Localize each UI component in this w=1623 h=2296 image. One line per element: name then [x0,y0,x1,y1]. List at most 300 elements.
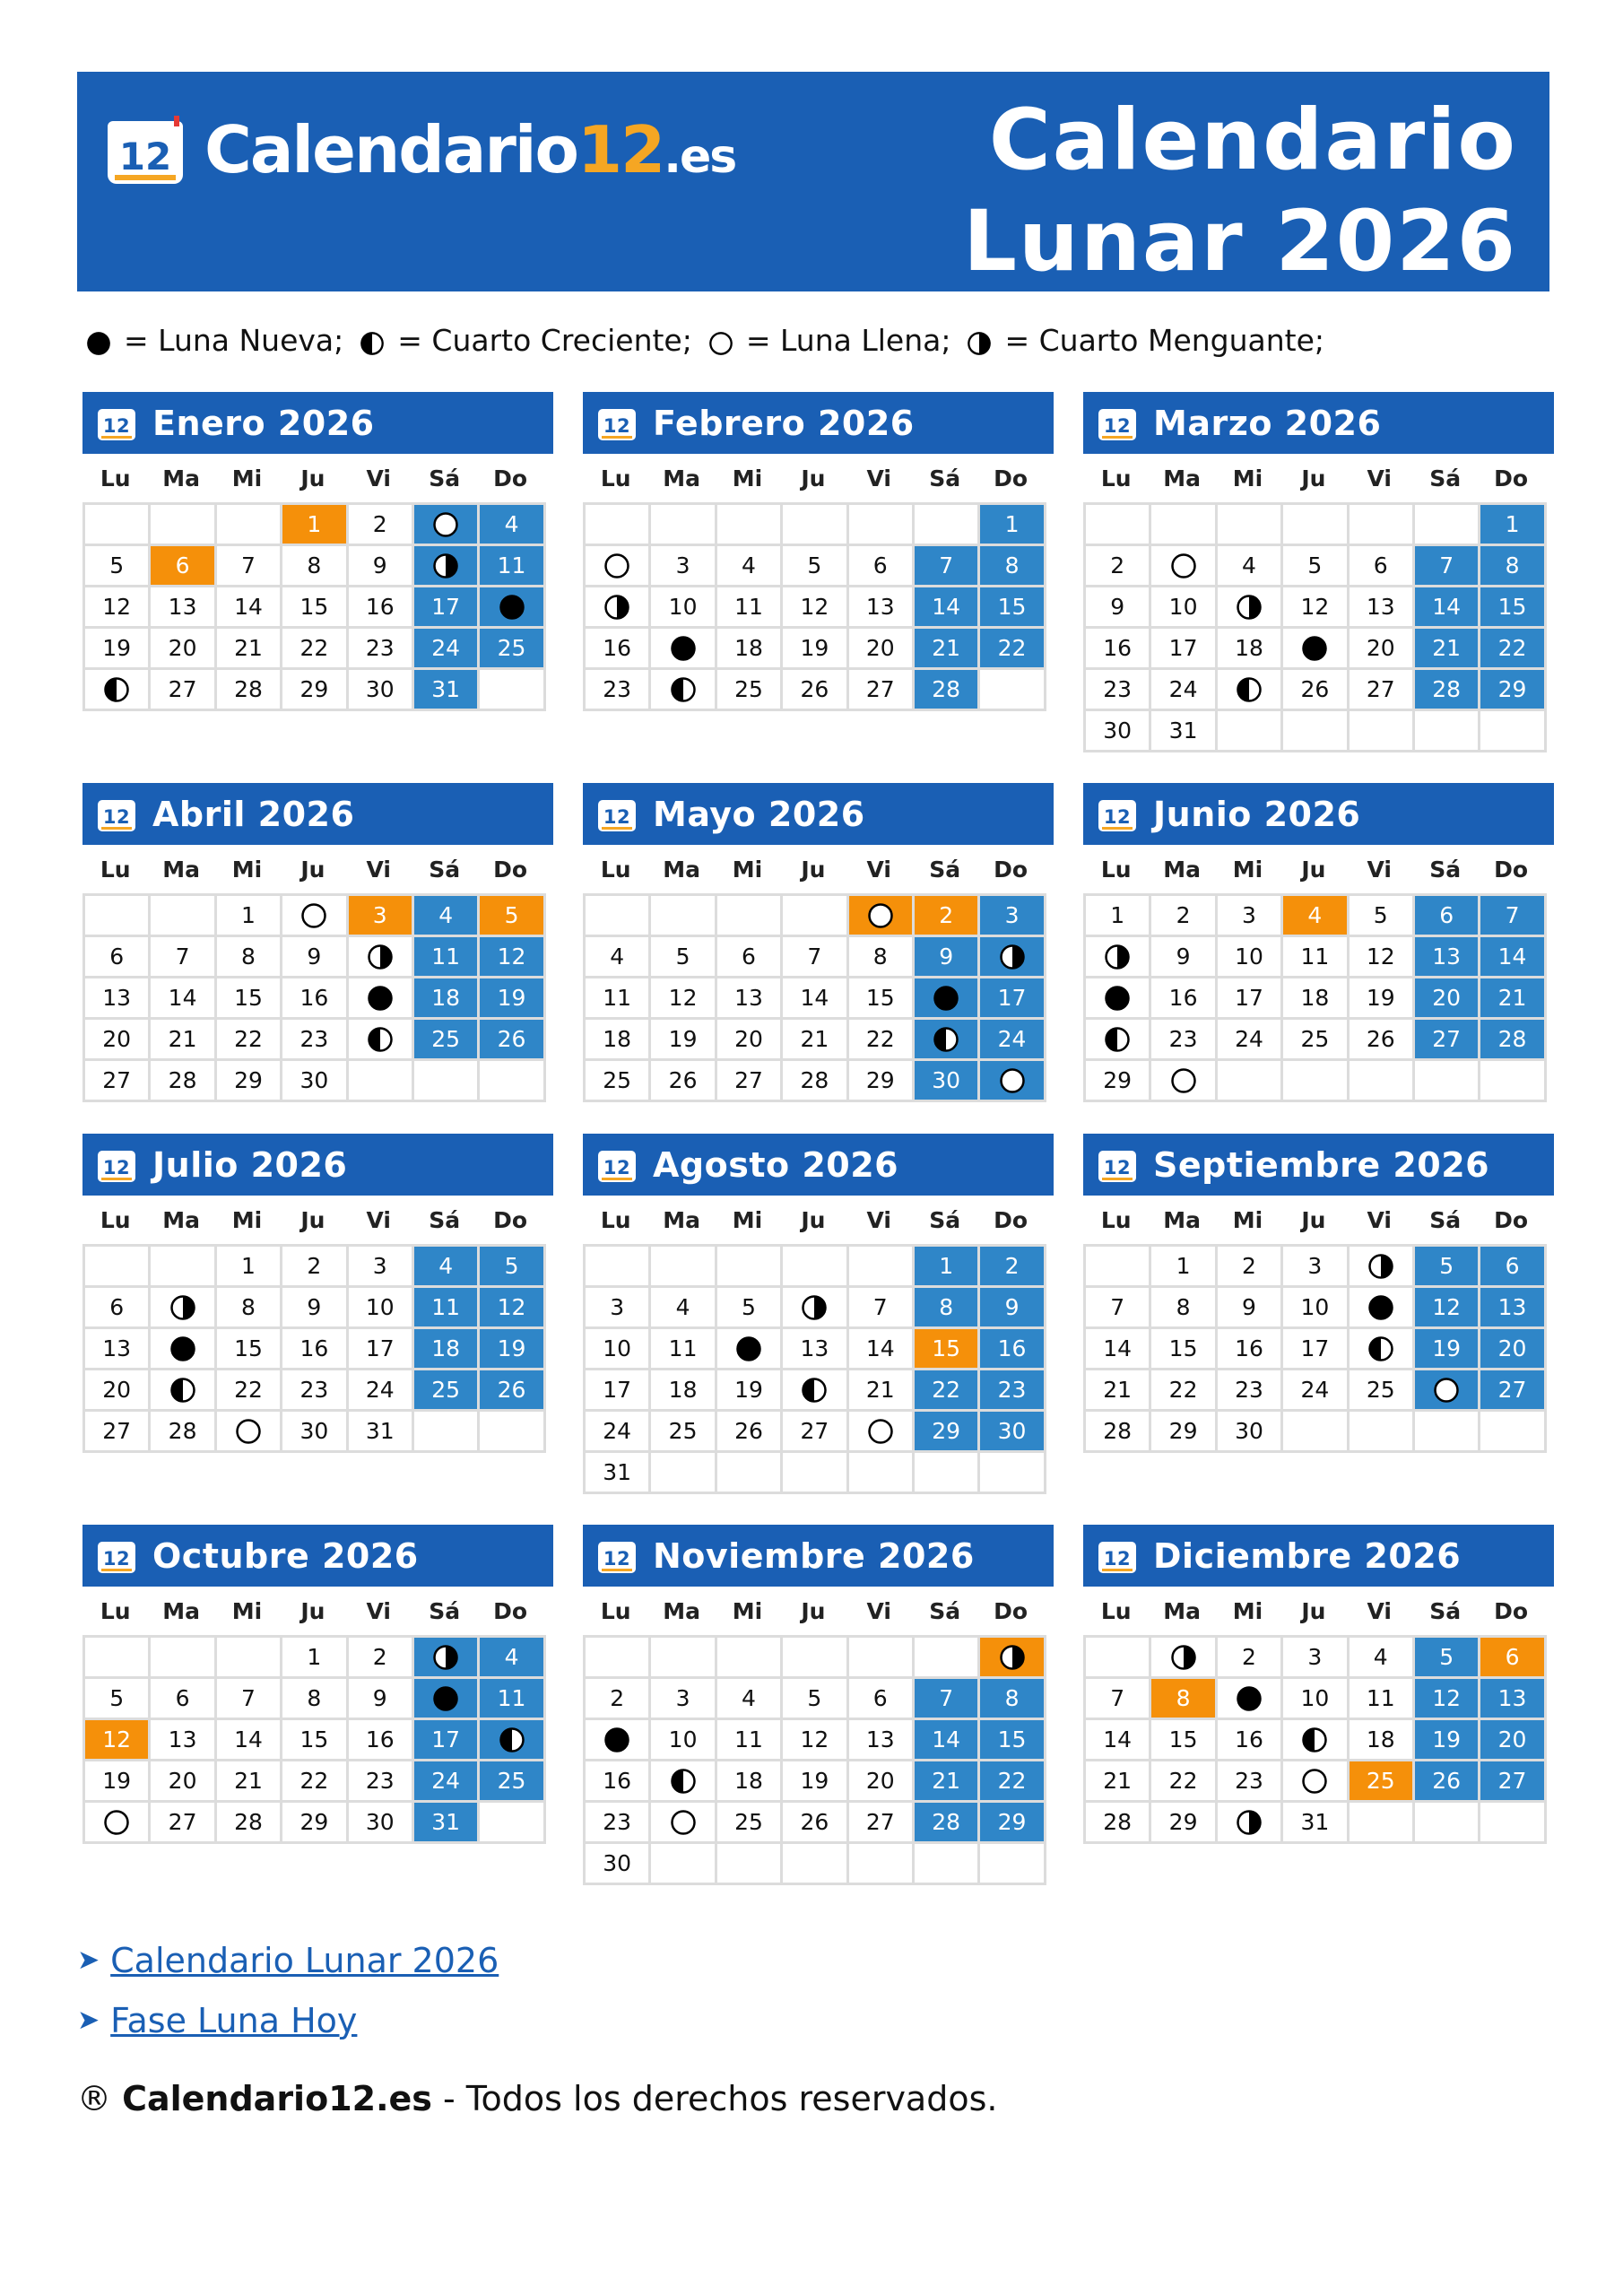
day-cell[interactable]: 23 [586,670,651,711]
day-cell[interactable]: 9 [980,1288,1046,1329]
day-cell[interactable]: 5 [783,546,848,587]
day-cell[interactable]: 15 [1151,1720,1217,1761]
day-cell[interactable] [414,546,480,587]
day-cell[interactable]: 2 [1086,546,1151,587]
day-cell[interactable]: 2 [1218,1247,1283,1288]
day-cell[interactable]: 11 [1350,1679,1415,1720]
day-cell[interactable]: 16 [586,1761,651,1803]
day-cell[interactable]: 4 [717,546,783,587]
related-link[interactable]: Calendario Lunar 2026 [110,1940,499,1980]
day-cell[interactable]: 22 [1151,1370,1217,1412]
day-cell[interactable]: 16 [282,978,348,1020]
day-cell[interactable]: 4 [414,896,480,937]
day-cell[interactable]: 9 [349,1679,414,1720]
day-cell[interactable]: 7 [217,1679,282,1720]
day-cell[interactable]: 18 [717,629,783,670]
day-cell[interactable]: 3 [349,1247,414,1288]
day-cell[interactable]: 23 [282,1370,348,1412]
day-cell[interactable]: 11 [717,587,783,629]
day-cell[interactable]: 2 [349,505,414,546]
day-cell[interactable]: 14 [849,1329,915,1370]
day-cell[interactable]: 16 [980,1329,1046,1370]
day-cell[interactable] [1151,1061,1217,1102]
day-cell[interactable]: 1 [915,1247,980,1288]
day-cell[interactable]: 21 [151,1020,216,1061]
day-cell[interactable]: 1 [1480,505,1546,546]
day-cell[interactable]: 10 [651,1720,716,1761]
day-cell[interactable]: 4 [1350,1638,1415,1679]
day-cell[interactable]: 8 [1151,1679,1217,1720]
day-cell[interactable]: 10 [586,1329,651,1370]
day-cell[interactable]: 20 [151,1761,216,1803]
day-cell[interactable]: 24 [586,1412,651,1453]
day-cell[interactable]: 17 [1218,978,1283,1020]
day-cell[interactable]: 27 [85,1412,151,1453]
day-cell[interactable]: 8 [915,1288,980,1329]
day-cell[interactable]: 12 [85,1720,151,1761]
day-cell[interactable] [783,1370,848,1412]
day-cell[interactable] [1218,1679,1283,1720]
day-cell[interactable]: 28 [1086,1412,1151,1453]
day-cell[interactable]: 12 [1415,1288,1480,1329]
day-cell[interactable]: 6 [1480,1247,1546,1288]
day-cell[interactable]: 18 [651,1370,716,1412]
day-cell[interactable]: 27 [85,1061,151,1102]
day-cell[interactable]: 4 [414,1247,480,1288]
day-cell[interactable]: 12 [1350,937,1415,978]
day-cell[interactable]: 29 [849,1061,915,1102]
day-cell[interactable]: 31 [414,1803,480,1844]
day-cell[interactable] [1086,978,1151,1020]
day-cell[interactable]: 15 [217,978,282,1020]
day-cell[interactable]: 5 [1350,896,1415,937]
day-cell[interactable]: 19 [783,1761,848,1803]
day-cell[interactable]: 4 [1283,896,1349,937]
day-cell[interactable]: 29 [1151,1803,1217,1844]
day-cell[interactable]: 15 [1151,1329,1217,1370]
day-cell[interactable]: 5 [651,937,716,978]
day-cell[interactable]: 2 [1151,896,1217,937]
day-cell[interactable]: 13 [1480,1679,1546,1720]
day-cell[interactable]: 14 [217,1720,282,1761]
day-cell[interactable]: 30 [349,1803,414,1844]
day-cell[interactable]: 19 [717,1370,783,1412]
day-cell[interactable]: 18 [586,1020,651,1061]
day-cell[interactable]: 10 [1283,1288,1349,1329]
day-cell[interactable]: 16 [1086,629,1151,670]
day-cell[interactable]: 30 [1086,711,1151,752]
day-cell[interactable]: 23 [980,1370,1046,1412]
day-cell[interactable]: 27 [783,1412,848,1453]
day-cell[interactable]: 14 [1086,1720,1151,1761]
day-cell[interactable]: 16 [349,587,414,629]
day-cell[interactable]: 20 [849,1761,915,1803]
day-cell[interactable]: 5 [717,1288,783,1329]
day-cell[interactable]: 7 [915,1679,980,1720]
day-cell[interactable]: 8 [980,546,1046,587]
day-cell[interactable]: 5 [1415,1247,1480,1288]
day-cell[interactable]: 31 [586,1453,651,1494]
day-cell[interactable]: 9 [1218,1288,1283,1329]
day-cell[interactable]: 12 [85,587,151,629]
day-cell[interactable]: 18 [1218,629,1283,670]
day-cell[interactable] [85,670,151,711]
day-cell[interactable]: 7 [1480,896,1546,937]
day-cell[interactable]: 22 [849,1020,915,1061]
day-cell[interactable]: 3 [980,896,1046,937]
day-cell[interactable]: 25 [1350,1761,1415,1803]
day-cell[interactable]: 22 [217,1370,282,1412]
day-cell[interactable]: 30 [915,1061,980,1102]
day-cell[interactable]: 20 [1415,978,1480,1020]
day-cell[interactable] [1283,629,1349,670]
day-cell[interactable]: 12 [783,1720,848,1761]
day-cell[interactable]: 27 [1480,1761,1546,1803]
day-cell[interactable]: 18 [1283,978,1349,1020]
day-cell[interactable]: 5 [480,1247,545,1288]
day-cell[interactable]: 26 [717,1412,783,1453]
day-cell[interactable]: 21 [1480,978,1546,1020]
day-cell[interactable] [980,1638,1046,1679]
day-cell[interactable]: 11 [480,546,545,587]
day-cell[interactable]: 9 [1151,937,1217,978]
day-cell[interactable]: 6 [717,937,783,978]
day-cell[interactable]: 22 [282,1761,348,1803]
day-cell[interactable]: 29 [282,670,348,711]
day-cell[interactable]: 29 [980,1803,1046,1844]
day-cell[interactable]: 24 [414,1761,480,1803]
day-cell[interactable]: 21 [783,1020,848,1061]
day-cell[interactable]: 1 [282,505,348,546]
day-cell[interactable] [980,937,1046,978]
day-cell[interactable]: 18 [414,1329,480,1370]
day-cell[interactable]: 21 [217,1761,282,1803]
day-cell[interactable]: 7 [1086,1288,1151,1329]
day-cell[interactable]: 19 [480,1329,545,1370]
day-cell[interactable]: 28 [217,1803,282,1844]
day-cell[interactable]: 7 [849,1288,915,1329]
day-cell[interactable]: 16 [1151,978,1217,1020]
day-cell[interactable]: 27 [151,1803,216,1844]
day-cell[interactable]: 26 [480,1370,545,1412]
day-cell[interactable]: 20 [1480,1720,1546,1761]
day-cell[interactable]: 23 [1218,1370,1283,1412]
day-cell[interactable]: 24 [1283,1370,1349,1412]
day-cell[interactable]: 8 [1480,546,1546,587]
day-cell[interactable]: 24 [1218,1020,1283,1061]
day-cell[interactable]: 1 [282,1638,348,1679]
day-cell[interactable] [1350,1288,1415,1329]
day-cell[interactable]: 13 [783,1329,848,1370]
day-cell[interactable]: 6 [1415,896,1480,937]
day-cell[interactable]: 20 [1480,1329,1546,1370]
day-cell[interactable]: 17 [414,587,480,629]
day-cell[interactable]: 31 [414,670,480,711]
day-cell[interactable]: 8 [282,546,348,587]
day-cell[interactable]: 15 [915,1329,980,1370]
day-cell[interactable]: 9 [1086,587,1151,629]
day-cell[interactable]: 8 [217,937,282,978]
day-cell[interactable]: 2 [349,1638,414,1679]
day-cell[interactable] [1218,1803,1283,1844]
day-cell[interactable]: 2 [980,1247,1046,1288]
day-cell[interactable]: 30 [349,670,414,711]
day-cell[interactable]: 21 [849,1370,915,1412]
day-cell[interactable]: 16 [349,1720,414,1761]
day-cell[interactable]: 9 [282,937,348,978]
day-cell[interactable]: 22 [1151,1761,1217,1803]
day-cell[interactable]: 27 [1350,670,1415,711]
day-cell[interactable]: 9 [282,1288,348,1329]
day-cell[interactable] [414,1638,480,1679]
day-cell[interactable]: 30 [282,1061,348,1102]
day-cell[interactable] [849,1412,915,1453]
day-cell[interactable]: 1 [217,1247,282,1288]
day-cell[interactable]: 4 [717,1679,783,1720]
day-cell[interactable]: 25 [651,1412,716,1453]
day-cell[interactable]: 19 [651,1020,716,1061]
day-cell[interactable]: 26 [783,1803,848,1844]
day-cell[interactable]: 23 [1151,1020,1217,1061]
day-cell[interactable]: 27 [717,1061,783,1102]
day-cell[interactable]: 2 [282,1247,348,1288]
day-cell[interactable]: 29 [217,1061,282,1102]
day-cell[interactable]: 27 [849,1803,915,1844]
day-cell[interactable] [915,978,980,1020]
day-cell[interactable]: 10 [1218,937,1283,978]
day-cell[interactable]: 3 [586,1288,651,1329]
day-cell[interactable]: 17 [1283,1329,1349,1370]
day-cell[interactable]: 11 [480,1679,545,1720]
day-cell[interactable]: 12 [1283,587,1349,629]
day-cell[interactable]: 27 [151,670,216,711]
day-cell[interactable]: 3 [1218,896,1283,937]
day-cell[interactable]: 6 [1350,546,1415,587]
day-cell[interactable]: 20 [717,1020,783,1061]
day-cell[interactable]: 5 [1415,1638,1480,1679]
day-cell[interactable]: 23 [1086,670,1151,711]
day-cell[interactable]: 5 [85,546,151,587]
day-cell[interactable]: 3 [651,1679,716,1720]
day-cell[interactable]: 6 [849,1679,915,1720]
day-cell[interactable]: 5 [1283,546,1349,587]
day-cell[interactable] [1218,670,1283,711]
day-cell[interactable]: 3 [1283,1247,1349,1288]
day-cell[interactable]: 25 [717,1803,783,1844]
day-cell[interactable]: 25 [717,670,783,711]
day-cell[interactable]: 9 [349,546,414,587]
day-cell[interactable]: 29 [1086,1061,1151,1102]
day-cell[interactable]: 19 [1415,1720,1480,1761]
day-cell[interactable]: 28 [1480,1020,1546,1061]
day-cell[interactable] [282,896,348,937]
day-cell[interactable]: 24 [1151,670,1217,711]
day-cell[interactable]: 15 [282,587,348,629]
day-cell[interactable]: 4 [586,937,651,978]
day-cell[interactable] [1415,1370,1480,1412]
day-cell[interactable]: 22 [915,1370,980,1412]
day-cell[interactable]: 17 [1151,629,1217,670]
day-cell[interactable]: 24 [414,629,480,670]
day-cell[interactable]: 1 [1151,1247,1217,1288]
day-cell[interactable]: 10 [1151,587,1217,629]
day-cell[interactable]: 10 [651,587,716,629]
day-cell[interactable]: 17 [414,1720,480,1761]
day-cell[interactable]: 15 [849,978,915,1020]
day-cell[interactable]: 26 [651,1061,716,1102]
day-cell[interactable] [349,1020,414,1061]
day-cell[interactable]: 20 [1350,629,1415,670]
day-cell[interactable] [480,1720,545,1761]
day-cell[interactable]: 15 [980,1720,1046,1761]
day-cell[interactable]: 2 [915,896,980,937]
day-cell[interactable]: 25 [1350,1370,1415,1412]
day-cell[interactable]: 25 [1283,1020,1349,1061]
day-cell[interactable]: 12 [480,937,545,978]
day-cell[interactable]: 2 [1218,1638,1283,1679]
day-cell[interactable] [1151,546,1217,587]
day-cell[interactable]: 25 [414,1370,480,1412]
day-cell[interactable]: 8 [217,1288,282,1329]
day-cell[interactable]: 30 [980,1412,1046,1453]
day-cell[interactable]: 23 [586,1803,651,1844]
day-cell[interactable]: 26 [1350,1020,1415,1061]
day-cell[interactable] [349,978,414,1020]
day-cell[interactable]: 19 [783,629,848,670]
day-cell[interactable]: 21 [1415,629,1480,670]
day-cell[interactable]: 4 [480,505,545,546]
day-cell[interactable] [1283,1761,1349,1803]
day-cell[interactable]: 20 [151,629,216,670]
day-cell[interactable]: 14 [1086,1329,1151,1370]
day-cell[interactable]: 15 [980,587,1046,629]
day-cell[interactable]: 13 [1350,587,1415,629]
day-cell[interactable]: 15 [217,1329,282,1370]
day-cell[interactable]: 6 [85,1288,151,1329]
day-cell[interactable]: 10 [1283,1679,1349,1720]
day-cell[interactable] [586,587,651,629]
site-logo[interactable] [106,109,735,190]
day-cell[interactable] [414,505,480,546]
day-cell[interactable]: 20 [85,1020,151,1061]
day-cell[interactable]: 6 [151,1679,216,1720]
day-cell[interactable] [1086,937,1151,978]
day-cell[interactable]: 24 [349,1370,414,1412]
day-cell[interactable]: 5 [783,1679,848,1720]
day-cell[interactable]: 27 [1415,1020,1480,1061]
day-cell[interactable]: 12 [480,1288,545,1329]
day-cell[interactable]: 18 [717,1761,783,1803]
day-cell[interactable]: 28 [1086,1803,1151,1844]
day-cell[interactable]: 9 [915,937,980,978]
day-cell[interactable] [414,1679,480,1720]
day-cell[interactable]: 19 [85,1761,151,1803]
day-cell[interactable]: 7 [151,937,216,978]
day-cell[interactable]: 4 [1218,546,1283,587]
day-cell[interactable]: 31 [349,1412,414,1453]
day-cell[interactable]: 14 [217,587,282,629]
day-cell[interactable]: 19 [1415,1329,1480,1370]
day-cell[interactable]: 25 [586,1061,651,1102]
day-cell[interactable]: 29 [915,1412,980,1453]
day-cell[interactable]: 21 [217,629,282,670]
day-cell[interactable]: 13 [849,587,915,629]
day-cell[interactable] [717,1329,783,1370]
day-cell[interactable] [651,1803,716,1844]
day-cell[interactable]: 3 [1283,1638,1349,1679]
day-cell[interactable]: 1 [1086,896,1151,937]
day-cell[interactable]: 31 [1151,711,1217,752]
day-cell[interactable]: 8 [980,1679,1046,1720]
day-cell[interactable]: 23 [282,1020,348,1061]
day-cell[interactable] [849,896,915,937]
day-cell[interactable]: 13 [1480,1288,1546,1329]
day-cell[interactable] [85,1803,151,1844]
day-cell[interactable]: 14 [1415,587,1480,629]
day-cell[interactable]: 20 [849,629,915,670]
related-link[interactable]: Fase Luna Hoy [110,2000,358,2040]
day-cell[interactable]: 22 [282,629,348,670]
day-cell[interactable] [651,1761,716,1803]
day-cell[interactable] [1350,1329,1415,1370]
day-cell[interactable]: 21 [915,629,980,670]
day-cell[interactable]: 6 [1480,1638,1546,1679]
day-cell[interactable]: 12 [783,587,848,629]
day-cell[interactable]: 7 [915,546,980,587]
day-cell[interactable]: 19 [480,978,545,1020]
day-cell[interactable] [1151,1638,1217,1679]
day-cell[interactable]: 18 [1350,1720,1415,1761]
day-cell[interactable]: 6 [849,546,915,587]
day-cell[interactable]: 28 [151,1061,216,1102]
day-cell[interactable]: 15 [1480,587,1546,629]
day-cell[interactable]: 22 [217,1020,282,1061]
day-cell[interactable]: 21 [1086,1370,1151,1412]
day-cell[interactable] [1350,1247,1415,1288]
day-cell[interactable] [651,670,716,711]
day-cell[interactable]: 20 [85,1370,151,1412]
day-cell[interactable]: 30 [282,1412,348,1453]
day-cell[interactable] [151,1329,216,1370]
day-cell[interactable]: 8 [849,937,915,978]
day-cell[interactable]: 27 [1480,1370,1546,1412]
day-cell[interactable]: 16 [1218,1329,1283,1370]
day-cell[interactable]: 6 [151,546,216,587]
day-cell[interactable]: 11 [414,1288,480,1329]
day-cell[interactable]: 7 [783,937,848,978]
day-cell[interactable] [980,1061,1046,1102]
day-cell[interactable]: 14 [915,587,980,629]
day-cell[interactable]: 31 [1283,1803,1349,1844]
day-cell[interactable]: 14 [783,978,848,1020]
day-cell[interactable]: 23 [1218,1761,1283,1803]
day-cell[interactable]: 13 [85,978,151,1020]
day-cell[interactable]: 8 [1151,1288,1217,1329]
day-cell[interactable]: 23 [349,1761,414,1803]
day-cell[interactable]: 21 [915,1761,980,1803]
day-cell[interactable] [586,1720,651,1761]
day-cell[interactable]: 25 [480,1761,545,1803]
day-cell[interactable] [783,1288,848,1329]
day-cell[interactable]: 13 [717,978,783,1020]
day-cell[interactable]: 22 [1480,629,1546,670]
day-cell[interactable]: 22 [980,629,1046,670]
day-cell[interactable] [1218,587,1283,629]
day-cell[interactable] [480,587,545,629]
day-cell[interactable]: 11 [586,978,651,1020]
day-cell[interactable]: 7 [217,546,282,587]
day-cell[interactable]: 1 [217,896,282,937]
